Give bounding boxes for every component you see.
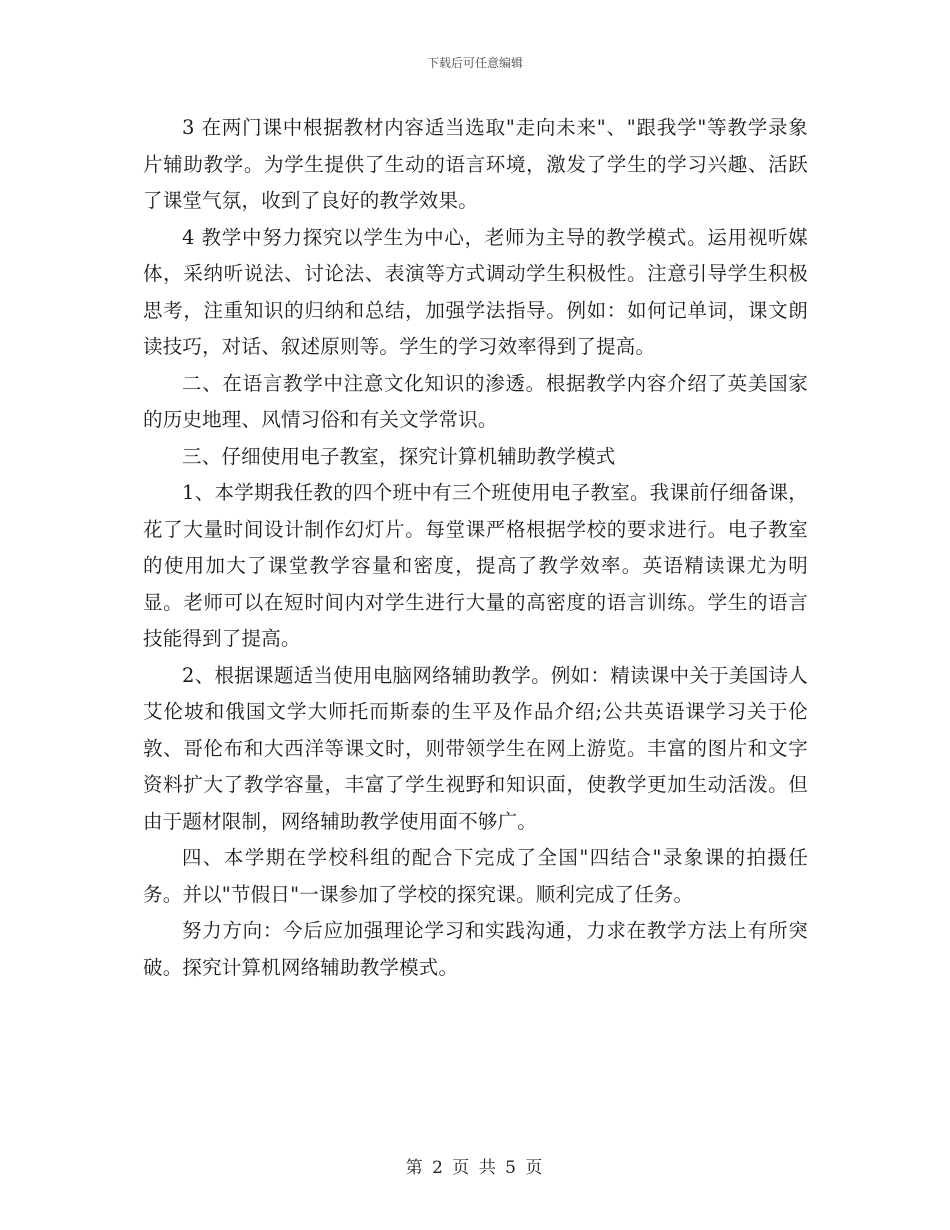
paragraph-section-2: 二、在语言教学中注意文化知识的渗透。根据教学内容介绍了英美国家的历史地理、风情习俗和有关文学常识。: [143, 371, 808, 431]
paragraph-section-3-item-2: 2、根据课题适当使用电脑网络辅助教学。例如：精读课中关于美国诗人艾伦坡和俄国文学大师托而斯泰的生平及作品介绍;公共英语课学习关于伦敦、哥伦布和大西洋等课文时，则带领学生在网上游览。丰富的图片和文字资料扩大了教学容量，丰富了学生视野和知识面，使教学更加生动活泼。但由于题材限制，网络辅助教学使用面不够广。: [143, 663, 808, 833]
paragraph-section-3-item-1: 1、本学期我任教的四个班中有三个班使用电子教室。我课前仔细备课，花了大量时间设计制作幻灯片。每堂课严格根据学校的要求进行。电子教室的使用加大了课堂教学容量和密度，提高了教学效率。英语精读课尤为明显。老师可以在短时间内对学生进行大量的高密度的语言训练。学生的语言技能得到了提高。: [143, 481, 808, 650]
page-header: 下载后可任意编辑: [426, 56, 523, 70]
paragraph-future-direction: 努力方向：今后应加强理论学习和实践沟通，力求在教学方法上有所突破。探究计算机网络辅助教学模式。: [143, 919, 808, 979]
paragraph-item-3: 3 在两门课中根据教材内容适当选取"走向未来"、"跟我学"等教学录象片辅助教学。为学生提供了生动的语言环境，激发了学生的学习兴趣、活跃了课堂气氛，收到了良好的教学效果。: [143, 116, 808, 212]
page-number-footer: 第 2 页 共 5 页: [405, 1158, 545, 1178]
paragraph-section-3-heading: 三、仔细使用电子教室，探究计算机辅助教学模式: [182, 444, 616, 468]
paragraph-item-4: 4 教学中努力探究以学生为中心，老师为主导的教学模式。运用视听媒体，采纳听说法、讨论法、表演等方式调动学生积极性。注意引导学生积极思考，注重知识的归纳和总结，加强学法指导。例如：如何记单词，课文朗读技巧，对话、叙述原则等。学生的学习效率得到了提高。: [143, 225, 808, 358]
paragraph-section-4: 四、本学期在学校科组的配合下完成了全国"四结合"录象课的拍摄任务。并以"节假日"一课参加了学校的探究课。顺利完成了任务。: [143, 846, 808, 906]
document-body: [143, 110, 808, 986]
